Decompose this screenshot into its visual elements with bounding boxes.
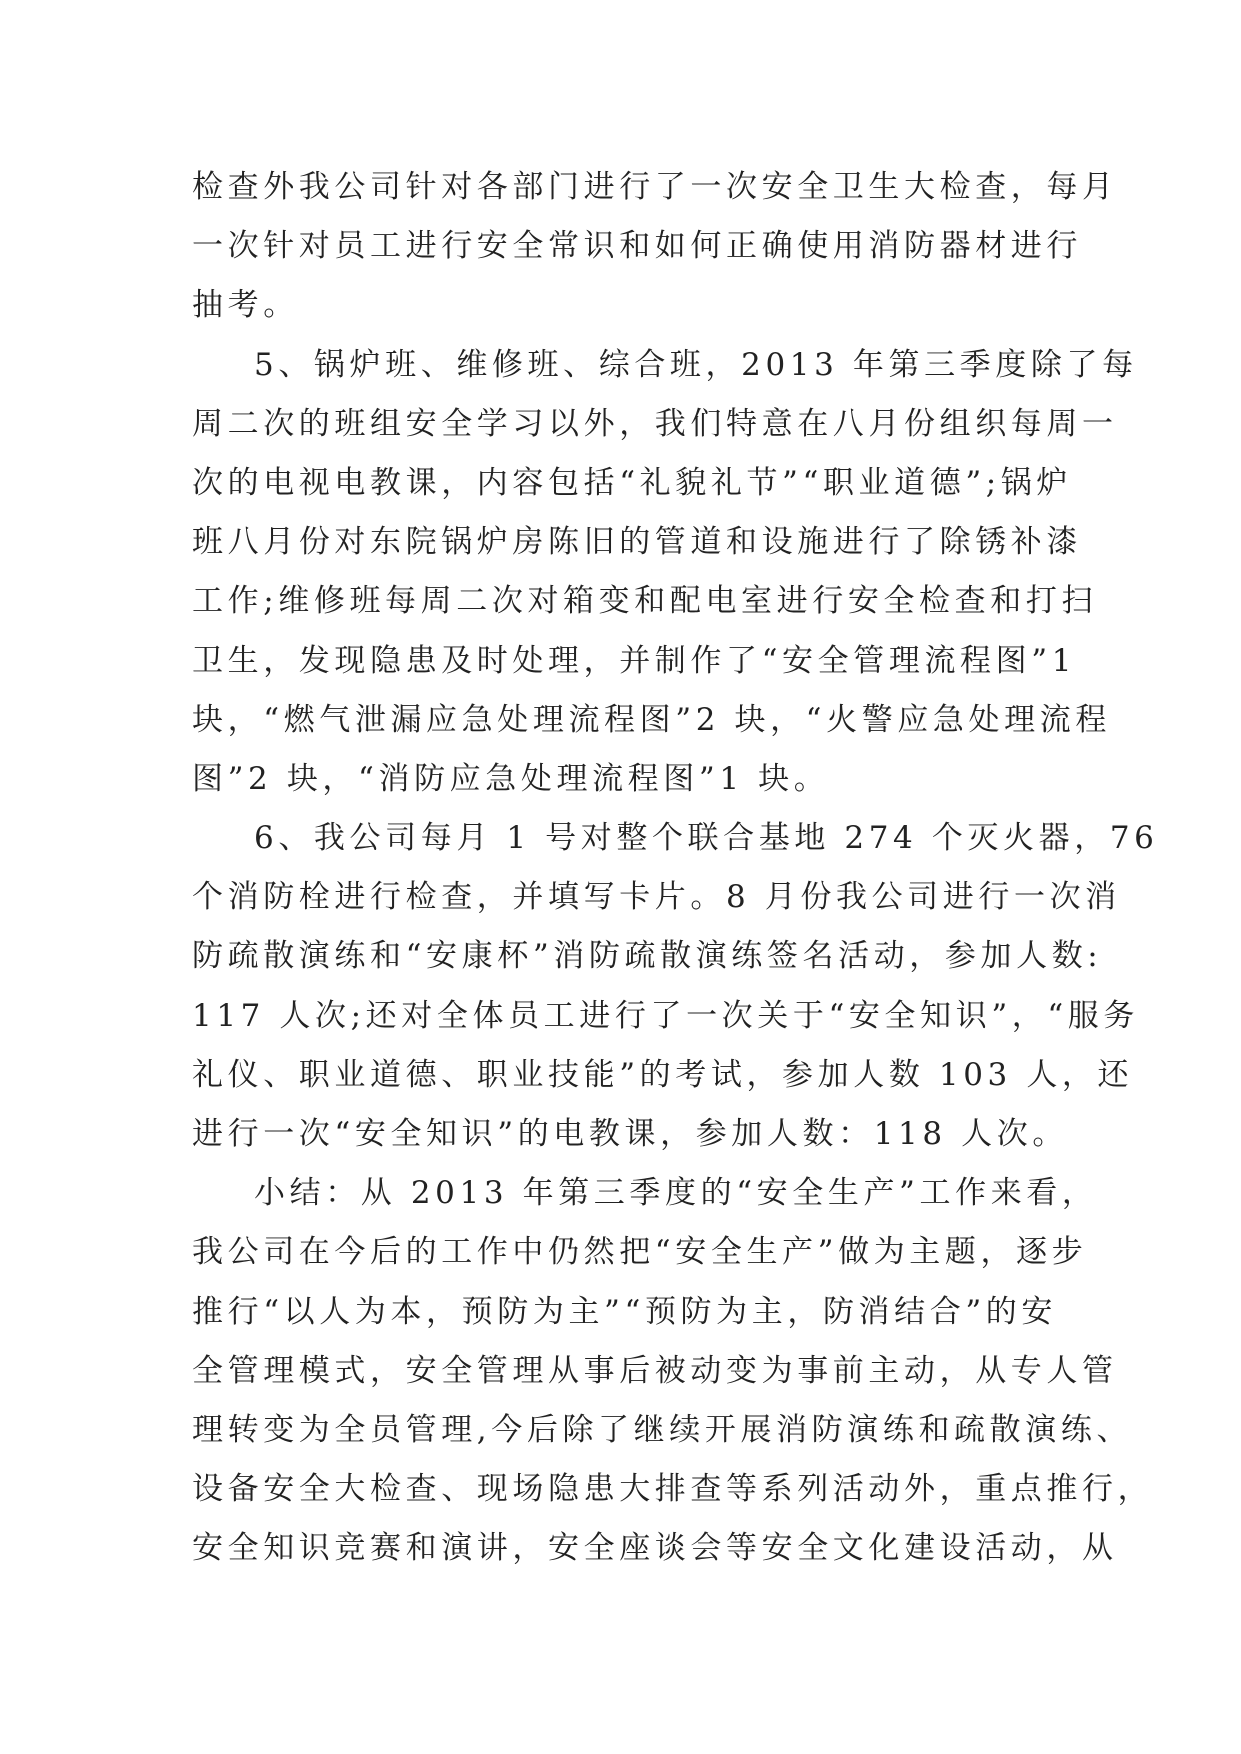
text-line: 设备安全大检查、现场隐患大排查等系列活动外，重点推行， [192, 1471, 1154, 1508]
text-line: 理转变为全员管理,今后除了继续开展消防演练和疏散演练、 [192, 1411, 1133, 1448]
text-line: 6、我公司每月 1 号对整个联合基地 274 个灭火器，76 [254, 820, 1159, 857]
text-line: 个消防栓进行检查，并填写卡片。8 月份我公司进行一次消 [192, 879, 1121, 916]
text-line: 117 人次;还对全体员工进行了一次关于“安全知识”，“服务 [192, 997, 1140, 1034]
text-line: 工作;维修班每周二次对箱变和配电室进行安全检查和打扫 [192, 583, 1098, 620]
text-line: 小结：从 2013 年第三季度的“安全生产”工作来看， [254, 1175, 1098, 1212]
text-line: 安全知识竞赛和演讲，安全座谈会等安全文化建设活动，从 [192, 1530, 1118, 1567]
text-line: 块，“燃气泄漏应急处理流程图”2 块，“火警应急处理流程 [192, 701, 1111, 738]
text-line: 推行“以人为本，预防为主”“预防为主，防消结合”的安 [192, 1293, 1057, 1330]
document-page [192, 158, 1159, 1579]
text-line: 我公司在今后的工作中仍然把“安全生产”做为主题，逐步 [192, 1234, 1088, 1271]
text-line: 周二次的班组安全学习以外，我们特意在八月份组织每周一 [192, 405, 1118, 442]
text-line: 防疏散演练和“安康杯”消防疏散演练签名活动，参加人数: [192, 938, 1103, 975]
text-line: 抽考。 [192, 287, 299, 324]
text-line: 检查外我公司针对各部门进行了一次安全卫生大检查，每月 [192, 169, 1118, 205]
text-line: 全管理模式，安全管理从事后被动变为事前主动，从专人管 [192, 1352, 1118, 1389]
text-line: 班八月份对东院锅炉房陈旧的管道和设施进行了除锈补漆 [192, 524, 1082, 561]
text-line: 礼仪、职业道德、职业技能”的考试，参加人数 103 人，还 [192, 1056, 1134, 1093]
text-line: 卫生，发现隐患及时处理，并制作了“安全管理流程图”1 [192, 642, 1077, 679]
text-line: 次的电视电教课，内容包括“礼貌礼节”“职业道德”;锅炉 [192, 464, 1073, 501]
text-line: 一次针对员工进行安全常识和如何正确使用消防器材进行 [192, 228, 1082, 265]
text-line: 图”2 块，“消防应急处理流程图”1 块。 [192, 760, 830, 797]
text-line: 5、锅炉班、维修班、综合班，2013 年第三季度除了每 [254, 346, 1138, 383]
text-line: 进行一次“安全知识”的电教课，参加人数：118 人次。 [192, 1116, 1068, 1152]
